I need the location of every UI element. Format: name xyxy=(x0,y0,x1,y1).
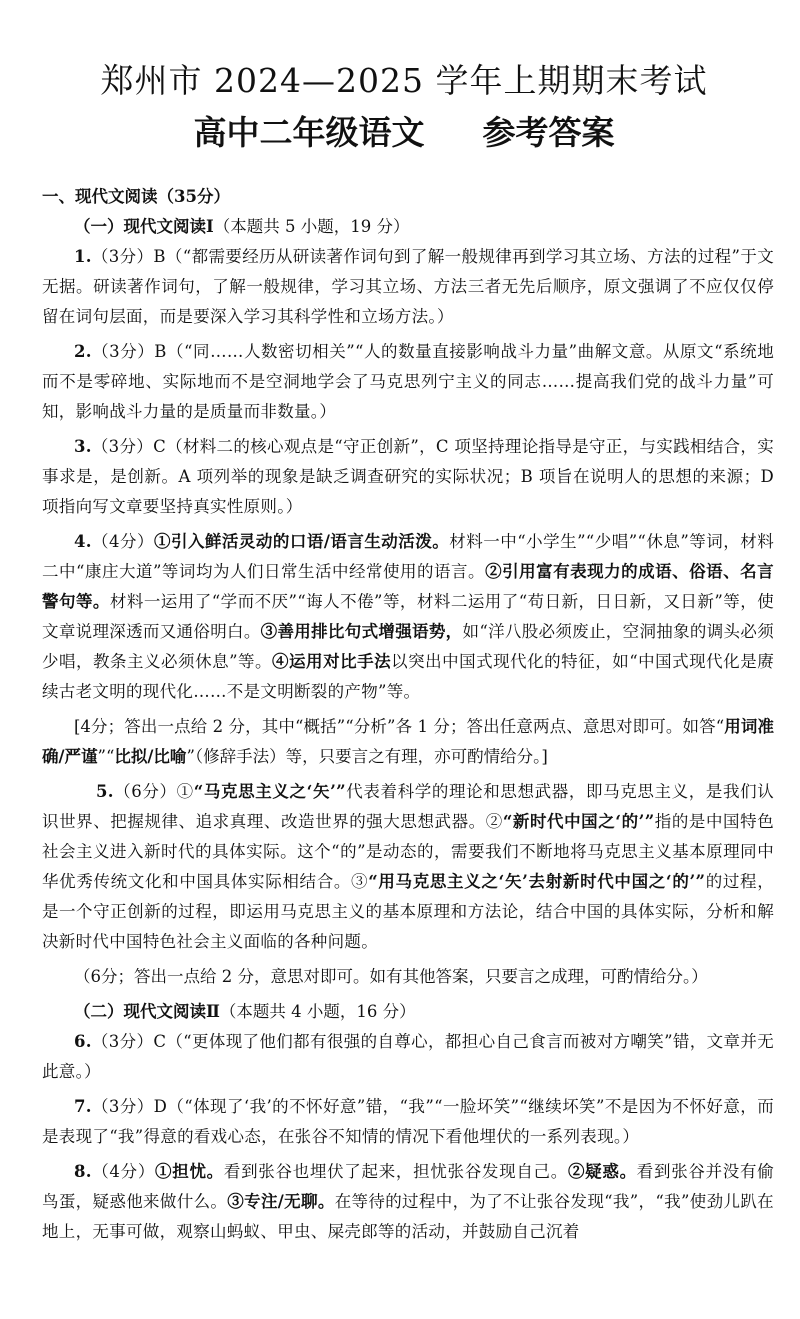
subsection-title: （一）现代文阅读Ⅰ xyxy=(74,217,214,236)
answer-text: （3分）C（材料二的核心观点是“守正创新”，C 项坚持理论指导是守正，与实践相结合，实事求是，是创新。A 项列举的现象是缺乏调查研究的实际状况；B 项旨在说明人的思想的来源；D 项指向写文章要坚持真实性原则。） xyxy=(42,437,774,516)
answer-q3 xyxy=(42,432,774,522)
answer-q4 xyxy=(42,527,774,707)
key-point: ④运用对比手法 xyxy=(272,652,392,671)
key-point: “新时代中国之‘的’” xyxy=(502,812,655,831)
explanation: 看到张谷也埋伏了起来，担忧张谷发现自己。 xyxy=(223,1162,568,1181)
section-heading-modern-reading: 一、现代文阅读（35分） xyxy=(42,187,230,206)
subsection-heading-reading-1 xyxy=(42,212,774,242)
score-lead: （4分） xyxy=(91,1162,156,1181)
explanation: 以突出中国式现代化的特征，如“中国式现代化是赓续古老文明的现代化……不是文明断裂的产物”等。 xyxy=(42,652,775,701)
subtitle-subject: 高中二年级语文 xyxy=(193,113,425,152)
question-number: 4. xyxy=(74,532,92,551)
question-number: 3. xyxy=(74,437,92,456)
key-point: “用马克思主义之‘矢’去射新时代中国之‘的’” xyxy=(368,872,706,891)
key-point: ①担忧。 xyxy=(155,1162,224,1181)
answer-q6 xyxy=(42,1027,774,1087)
answer-text: （3分）D（“体现了‘我’的不怀好意”错，“我”“一脸坏笑”“继续坏笑”不是因为不怀好意，而是表现了“我”得意的看戏心态，在张谷不知情的情况下看他埋伏的一系列表现。） xyxy=(42,1097,774,1146)
note-keyword: 用词准确/严谨 xyxy=(42,717,775,766)
explanation: 材料一中“小学生”“少唱”“休息”等词，材料二中“康庄大道”等词均为人们日常生活中经常使用的语言。 xyxy=(42,532,774,581)
subsection-heading-reading-2 xyxy=(42,997,774,1027)
answer-q2 xyxy=(42,337,774,427)
answer-text: （3分）B（“同……人数密切相关”“人的数量直接影响战斗力量”曲解文意。从原文“系统地而不是零碎地、实际地而不是空洞地学会了马克思列宁主义的同志……提高我们党的战斗力量”可知，影响战斗力量的是质量而非数量。） xyxy=(42,342,774,421)
scoring-note-q5: （6分；答出一点给 2 分，意思对即可。如有其他答案，只要言之成理，可酌情给分。） xyxy=(74,967,708,986)
note-keyword: 比拟/比喻 xyxy=(114,747,187,766)
key-point: ①引入鲜活灵动的口语/语言生动活泼。 xyxy=(153,532,450,551)
answer-q8 xyxy=(42,1157,774,1247)
key-point: ②引用富有表现力的成语、俗语、名言警句等。 xyxy=(42,562,774,611)
key-point: ③专注/无聊。 xyxy=(227,1192,335,1211)
explanation: 看到张谷并没有偷鸟蛋，疑惑他来做什么。 xyxy=(42,1162,775,1211)
explanation: 材料一运用了“学而不厌”“诲人不倦”等，材料二运用了“苟日新，日日新，又日新”等，使文章说理深透而又通俗明白。 xyxy=(42,592,774,641)
score-lead: （6分）① xyxy=(113,782,194,801)
question-number: 5. xyxy=(96,782,114,801)
explanation: 如“洋八股必须废止，空洞抽象的调头必须少唱，教条主义必须休息”等。 xyxy=(42,622,774,671)
subsection-title: （二）现代文阅读Ⅱ xyxy=(74,1002,220,1021)
subsection-info: （本题共 5 小题，19 分） xyxy=(213,217,410,236)
note-text: [4分；答出一点给 2 分，其中“概括”“分析”各 1 分；答出任意两点、意思对即可。如答“ xyxy=(74,717,725,736)
page-title: 郑州市 2024—2025 学年上期期末考试 xyxy=(100,61,708,100)
answer-q7 xyxy=(42,1092,774,1152)
question-number: 8. xyxy=(74,1162,92,1181)
scoring-note-q4 xyxy=(42,712,774,772)
answer-q1 xyxy=(42,242,774,332)
question-number: 2. xyxy=(74,342,92,361)
key-point: ③善用排比句式增强语势， xyxy=(260,622,463,641)
question-number: 6. xyxy=(74,1032,92,1051)
explanation: 指的是中国特色社会主义进入新时代的具体实际。这个“的”是动态的，需要我们不断地将马克思主义基本原理同中华优秀传统文化和中国具体实际相结合。③ xyxy=(42,812,774,891)
score-lead: （4分） xyxy=(91,532,154,551)
explanation: 代表着科学的理论和思想武器，即马克思主义，是我们认识世界、把握规律、追求真理、改造世界的强大思想武器。② xyxy=(42,782,774,831)
explanation: 在等待的过程中，为了不让张谷发现“我”，“我”使劲儿趴在地上，无事可做，观察山蚂蚁、甲虫、屎壳郎等的活动，并鼓励自己沉着 xyxy=(42,1192,774,1241)
page-subtitle xyxy=(42,110,774,156)
key-point: ②疑惑。 xyxy=(567,1162,637,1181)
answer-text: （3分）B（“都需要经历从研读著作词句到了解一般规律再到学习其立场、方法的过程”于文无据。研读著作词句，了解一般规律，学习其立场、方法三者无先后顺序，原文强调了不应仅仅停留在词句层面，而是要深入学习其科学性和立场方法。） xyxy=(42,247,774,326)
subtitle-answer-key: 参考答案 xyxy=(482,113,615,152)
answer-text: （3分）C（“更体现了他们都有很强的自尊心，都担心自己食言而被对方嘲笑”错，文章并无此意。） xyxy=(42,1032,774,1081)
answer-q5 xyxy=(42,777,774,957)
note-text: ”“ xyxy=(97,747,115,766)
subsection-info: （本题共 4 小题，16 分） xyxy=(219,1002,416,1021)
question-number: 7. xyxy=(74,1097,92,1116)
key-point: “马克思主义之‘矢’” xyxy=(193,782,346,801)
note-text: ”（修辞手法）等，只要言之有理，亦可酌情给分。] xyxy=(186,747,548,766)
explanation: 的过程，是一个守正创新的过程，即运用马克思主义的基本原理和方法论，结合中国的具体实际，分析和解决新时代中国特色社会主义面临的各种问题。 xyxy=(42,872,775,951)
question-number: 1. xyxy=(74,247,92,266)
